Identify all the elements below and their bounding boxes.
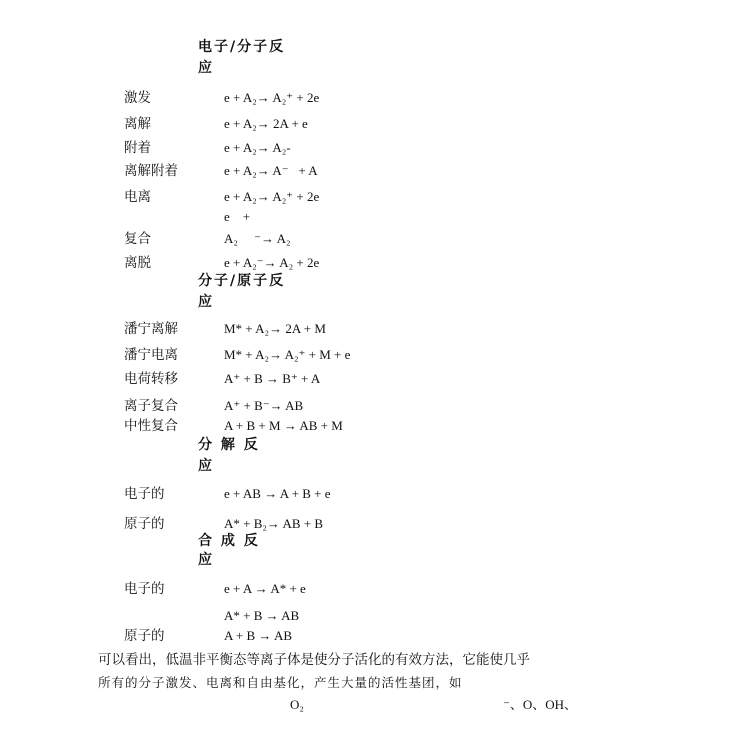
- row-equation: e + A₂→ A⁻ + A: [224, 163, 318, 178]
- paragraph-line-2: 所有的分子激发、电离和自由基化，产生大量的活性基团，如: [98, 675, 463, 690]
- row-label: 离解: [124, 116, 151, 132]
- row-label: 离解附着: [124, 163, 178, 179]
- row-label: 附着: [124, 140, 151, 156]
- section-heading-molecule-atom-cont: 应: [198, 294, 214, 310]
- row-equation: A* + B₂→ AB + B: [224, 516, 324, 531]
- row-equation: e + A → A* + e: [224, 581, 306, 596]
- row-label: 离脱: [124, 255, 151, 271]
- row-equation: e + A₂⁻→ A₂ + 2e: [224, 255, 320, 270]
- row-equation: M* + A₂→ A₂⁺ + M + e: [224, 347, 351, 362]
- section-heading-electron-molecule: 电子/分子反: [198, 39, 286, 55]
- row-label: 电荷转移: [124, 371, 178, 387]
- row-equation: e + A₂→ A₂⁺ + 2e: [224, 189, 320, 204]
- row-equation: e + AB → A + B + e: [224, 486, 331, 501]
- row-equation: A⁺ + B → B⁺ + A: [224, 371, 321, 386]
- paragraph-o2: O₂: [290, 697, 304, 712]
- row-equation: A⁺ + B⁻→ AB: [224, 398, 304, 413]
- row-label: 离子复合: [124, 398, 178, 414]
- paragraph-line-1: 可以看出，低温非平衡态等离子体是使分子活化的有效方法，它能使几乎: [98, 652, 530, 668]
- row-label: 电离: [124, 189, 151, 205]
- row-equation: A + B → AB: [224, 628, 293, 643]
- section-heading-decomposition-cont: 应: [198, 458, 214, 474]
- section-heading-decomposition: 分 解 反: [198, 437, 260, 453]
- row-equation: A₂ ⁻→ A₂: [224, 231, 291, 246]
- section-heading-synthesis: 合 成 反: [198, 533, 260, 549]
- row-label: 原子的: [124, 516, 165, 532]
- row-label: 电子的: [124, 581, 165, 597]
- row-equation: e + A₂→ 2A + e: [224, 116, 308, 131]
- row-equation: e + A₂→ A₂⁺ + 2e: [224, 90, 320, 105]
- section-heading-electron-molecule-cont: 应: [198, 60, 214, 76]
- row-equation: A* + B → AB: [224, 608, 300, 623]
- row-equation: e +: [224, 209, 251, 224]
- row-equation: M* + A₂→ 2A + M: [224, 321, 326, 336]
- row-label: 复合: [124, 231, 151, 247]
- row-label: 潘宁电离: [124, 347, 178, 363]
- paragraph-tail: ⁻、O、OH、: [503, 697, 578, 712]
- section-heading-molecule-atom: 分子/原子反: [198, 273, 286, 289]
- row-label: 潘宁离解: [124, 321, 178, 337]
- row-equation: e + A₂→ A₂-: [224, 140, 291, 155]
- row-label: 激发: [124, 90, 151, 106]
- row-label: 中性复合: [124, 418, 178, 434]
- row-label: 电子的: [124, 486, 165, 502]
- row-label: 原子的: [124, 628, 165, 644]
- row-equation: A + B + M → AB + M: [224, 418, 343, 433]
- section-heading-synthesis-cont: 应: [198, 552, 214, 568]
